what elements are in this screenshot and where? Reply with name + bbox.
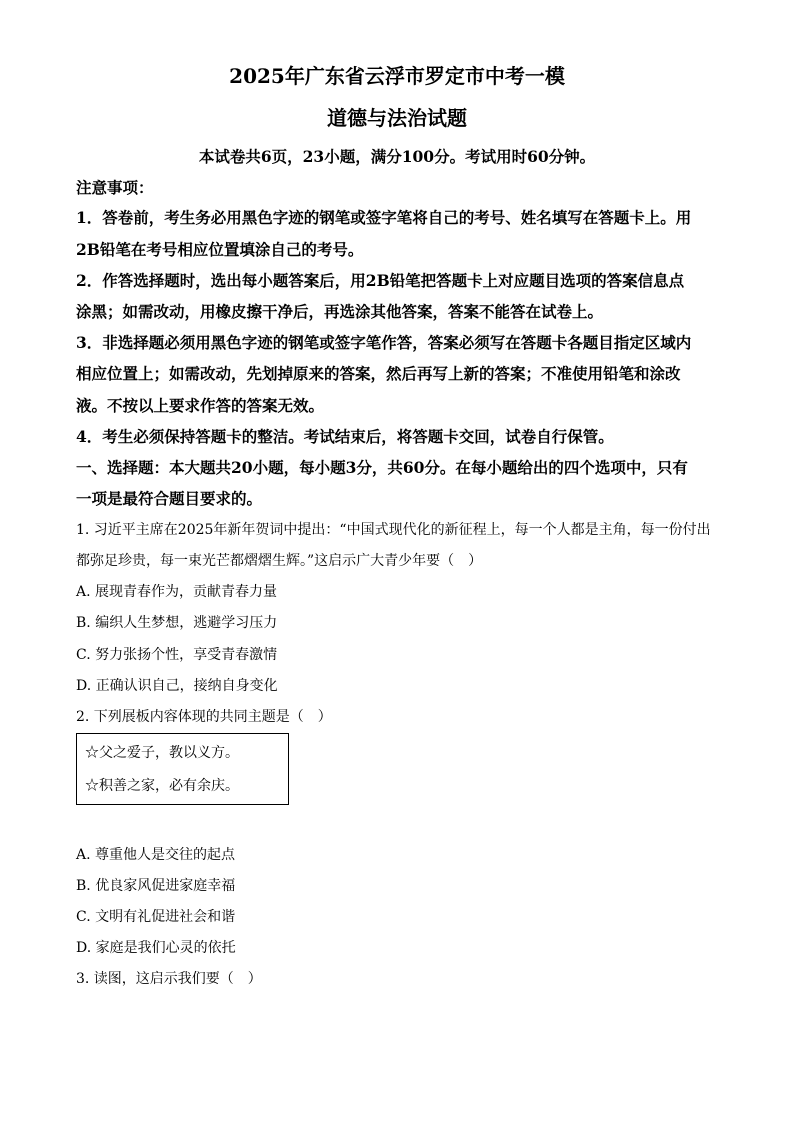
note-line: 1．答卷前，考生务必用黑色字迹的钢笔或签字笔将自己的考号、姓名填写在答题卡上。用: [76, 208, 692, 227]
exam-info: 本试卷共6页，23小题，满分100分。考试用时60分钟。: [198, 147, 596, 166]
question-2-stem: 2. 下列展板内容体现的共同主题是（ ）: [76, 709, 332, 725]
section-heading-cont: 一项是最符合题目要求的。: [76, 489, 263, 508]
note-line: 2．作答选择题时，选出每小题答案后，用2B铅笔把答题卡上对应题目选项的答案信息点: [76, 271, 685, 290]
question-2-option-a: A. 尊重他人是交往的起点: [76, 847, 236, 863]
note-line: 液。不按以上要求作答的答案无效。: [76, 396, 325, 415]
exam-title: 2025年广东省云浮市罗定市中考一模: [229, 64, 565, 88]
question-1-stem-cont: 都弥足珍贵，每一束光芒都熠熠生辉。”这启示广大青少年要（ ）: [76, 553, 483, 569]
note-line: 4．考生必须保持答题卡的整洁。考试结束后，将答题卡交回，试卷自行保管。: [76, 427, 614, 446]
note-line: 涂黑；如需改动，用橡皮擦干净后，再选涂其他答案，答案不能答在试卷上。: [76, 302, 604, 321]
notes-heading: 注意事项：: [76, 178, 154, 197]
note-line: 2B铅笔在考号相应位置填涂自己的考号。: [76, 240, 364, 259]
question-2-option-b: B. 优良家风促进家庭幸福: [76, 878, 236, 894]
question-1-option-a: A. 展现青春作为，贡献青春力量: [76, 584, 278, 600]
question-2-option-c: C. 文明有礼促进社会和谐: [76, 909, 236, 925]
question-3-stem: 3. 读图，这启示我们要（ ）: [76, 971, 262, 987]
question-1-stem: 1. 习近平主席在2025年新年贺词中提出：“中国式现代化的新征程上，每一个人都是主角，每一份付出: [76, 522, 711, 538]
display-board: [76, 733, 289, 805]
exam-subtitle: 道德与法治试题: [327, 106, 467, 130]
section-heading: 一、选择题：本大题共20小题，每小题3分，共60分。在每小题给出的四个选项中，只有: [76, 458, 688, 477]
note-line: 3．非选择题必须用黑色字迹的钢笔或签字笔作答，答案必须写在答题卡各题目指定区域内: [76, 333, 692, 352]
board-line: ☆父之爱子，教以义方。: [85, 745, 239, 761]
note-line: 相应位置上；如需改动，先划掉原来的答案，然后再写上新的答案；不准使用铅笔和涂改: [76, 364, 681, 383]
question-2-option-d: D. 家庭是我们心灵的依托: [76, 940, 236, 956]
question-1-option-b: B. 编织人生梦想，逃避学习压力: [76, 615, 278, 631]
question-1-option-c: C. 努力张扬个性，享受青春激情: [76, 647, 278, 663]
board-line: ☆积善之家，必有余庆。: [85, 778, 239, 794]
question-1-option-d: D. 正确认识自己，接纳自身变化: [76, 678, 278, 694]
